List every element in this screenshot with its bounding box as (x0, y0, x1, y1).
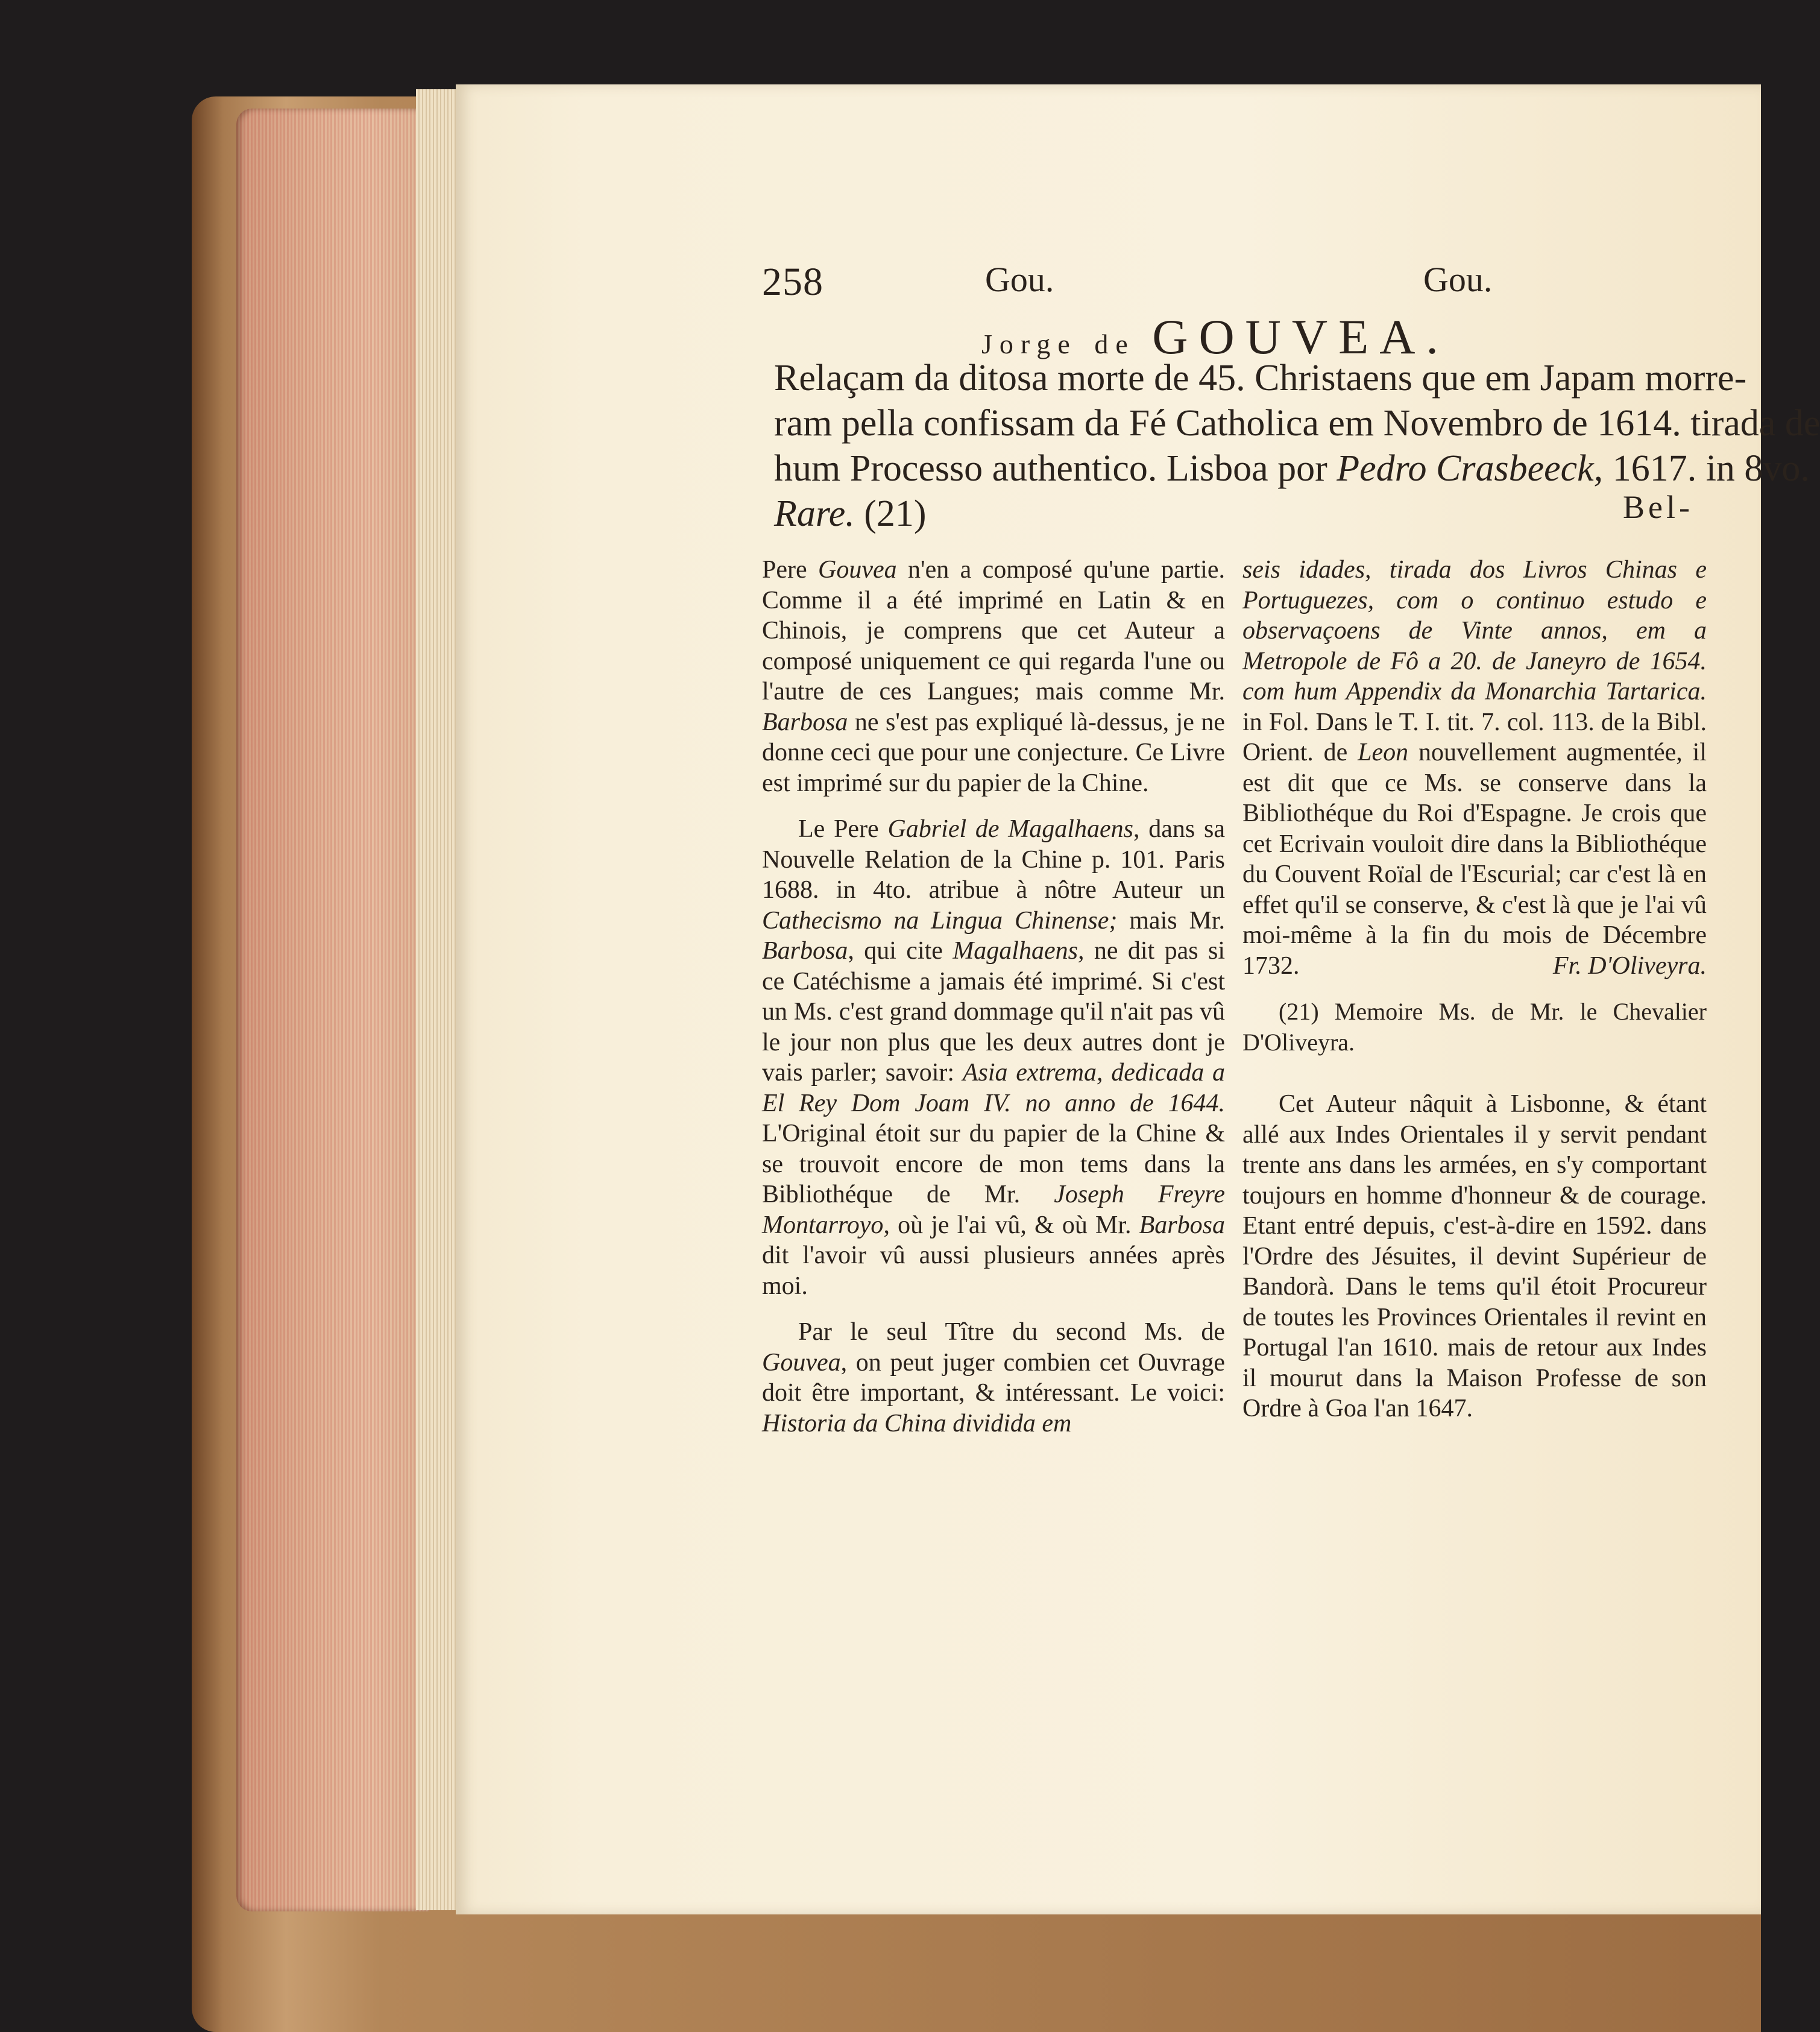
italic-run: Barbosa (762, 937, 848, 965)
right-paragraph-1 (1242, 555, 1707, 981)
author-particle: de (1094, 329, 1135, 359)
text-run: in Fol. Dans le T. I. tit. 7. col. 113. de la Bibl. Orient. de (1242, 708, 1707, 766)
publisher-name: Pedro Crasbeeck, (1337, 448, 1604, 489)
left-paragraph-3 (762, 1317, 1225, 1439)
right-paragraph-2: Cet Auteur nâquit à Lisbonne, & étant allé aux Indes Orientales il y servit pendant trente ans dans les armées, en s'y comportant toujours en homme d'honneur & de courage. Etant entré depuis, c'est-à-dire en 1592. dans l'Ordre des Jésuites, il devint Supérieur de Bandorà. Dans le tems qu'il étoit Procureur de toutes les Provinces Orientales il revint en Portugal l'an 1610. mais de retour aux Indes il mourut dans la Maison Professe de son Ordre à Goa l'an 1647. (1242, 1090, 1707, 1422)
italic-run: Historia da China dividida em (762, 1409, 1072, 1437)
text-run: Par le seul Tître du second Ms. de (798, 1318, 1225, 1346)
right-column (1242, 555, 1707, 1424)
title-line-4 (774, 491, 1678, 537)
author-surname: GOUVEA. (1152, 309, 1449, 364)
signature: Fr. D'Oliveyra. (1552, 951, 1707, 980)
entry-title (774, 356, 1820, 537)
left-column (762, 555, 1225, 1439)
italic-run: Asia extrema, dedicada a El Rey Dom Joam IV. no anno de 1644. (762, 1059, 1225, 1117)
italic-run: Cathecismo na Lingua Chinense; (762, 906, 1118, 935)
text-run: nouvellement augmentée, il est dit que ce Ms. se conserve dans la Bibliothéque du Roi d'Espagne. Je crois que cet Ecrivain vouloit dire dans la Bibliothéque du Couvent Roïal de l'Escurial; car c'est là en effet qu'il se conserve, & c'est là que je l'ai vû moi-même à la fin du mois de Décembre 1732. (1242, 739, 1707, 980)
text-run: mais Mr. (1117, 906, 1226, 935)
footnote: (21) Memoire Ms. de Mr. le Chevalier D'Oliveyra. (1242, 998, 1707, 1056)
running-head-left: Gou. (985, 260, 1054, 299)
italic-run: Barbosa (762, 708, 848, 736)
italic-run: Barbosa (1139, 1211, 1225, 1239)
text-run: , dans sa Nouvelle Relation de la Chine p. 101. Paris 1688. in 4to. atribue à nôtre Auteur un (762, 815, 1225, 904)
text-run: L'Original étoit sur du papier de la Chine & se trouvoit encore de mon tems dans la Bibliothéque de Mr. (762, 1120, 1225, 1208)
title-line-3 (774, 446, 1810, 491)
text-run: n'en a composé qu'une partie. Comme il a été imprimé en Latin & en Chinois, je comprens que cet Auteur a composé uniquement ce qui regarda l'une ou l'autre de ces Langues; mais comme Mr. (762, 556, 1225, 705)
author-first-name: Jorge (981, 329, 1077, 359)
text-run: dit l'avoir vû aussi plusieurs années après moi. (762, 1242, 1225, 1300)
footnote-ref: (21) (854, 493, 927, 534)
italic-run: seis idades, tirada dos Livros Chinas e Portuguezes, com o continuo estudo e observaçoens de Vinte annos, em a Metropole de Fô a 20. de Janeyro de 1654. com hum Appendix da Monarchia Tartarica. (1242, 556, 1707, 705)
page-number: 258 (762, 260, 823, 304)
text-run: ne s'est pas expliqué là-dessus, je ne donne ceci que pour une conjecture. Ce Livre est imprimé sur du papier de la Chine. (762, 708, 1225, 797)
text-run: , on peut juger combien cet Ouvrage doit être important, & intéressant. Le voici: (762, 1348, 1225, 1407)
rarity-note: Rare. (774, 493, 855, 534)
italic-run: Joseph Freyre Montarroyo (762, 1181, 1225, 1239)
title-line-3-text: hum Processo authentico. Lisboa por (774, 448, 1337, 489)
italic-run: Gouvea (818, 556, 897, 584)
italic-run: Magalhaens, (953, 937, 1085, 965)
publication-info: 1617. in 8vo. (1603, 448, 1810, 489)
italic-run: Leon (1358, 739, 1409, 766)
catchword: Bel- (1623, 489, 1693, 525)
left-paragraph-1 (762, 555, 1225, 798)
running-head-right: Gou. (1423, 260, 1493, 299)
text-run: Le Pere (798, 815, 888, 843)
left-paragraph-2 (762, 814, 1225, 1301)
title-line-2: ram pella confissam da Fé Catholica em Novembro de 1614. tirada de (774, 403, 1820, 444)
text-run: ne dit pas si ce Catéchisme a jamais été imprimé. Si c'est un Ms. c'est grand dommage qu'il n'ait pas vû le jour non plus que les deux autres dont je vais parler; savoir: (762, 937, 1225, 1087)
italic-run: Gabriel de Magalhaens (887, 815, 1133, 843)
text-run: Pere (762, 556, 819, 584)
text-run: , qui cite (848, 937, 953, 965)
book-page (456, 84, 1820, 1914)
italic-run: Gouvea (762, 1348, 841, 1377)
page-edges (236, 109, 429, 1911)
title-line-1: Relaçam da ditosa morte de 45. Christaens que em Japam morre- (774, 358, 1747, 399)
text-run: , où je l'ai vû, & où Mr. (883, 1211, 1139, 1239)
